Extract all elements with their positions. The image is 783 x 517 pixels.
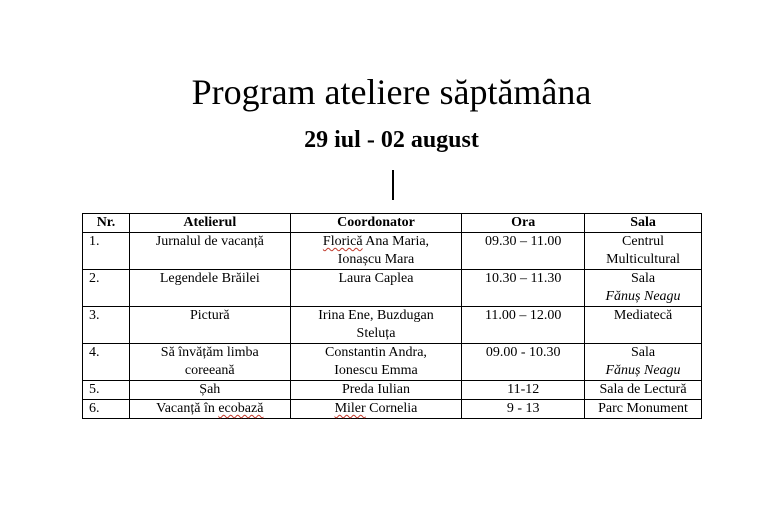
cell-nr: 2. — [83, 270, 130, 307]
table-row — [83, 400, 702, 419]
cell-time: 10.30 – 11.30 — [462, 270, 585, 307]
cell-nr: 3. — [83, 307, 130, 344]
cell-nr: 5. — [83, 381, 130, 400]
cell-time: 11-12 — [462, 381, 585, 400]
cell-workshop: Șah — [129, 381, 290, 400]
header-room: Sala — [585, 214, 702, 233]
cell-time: 9 - 13 — [462, 400, 585, 419]
coordinator-text: Steluța — [356, 326, 396, 341]
spellcheck-word: ecobază — [218, 401, 264, 416]
cell-coordinator: Laura Caplea — [290, 270, 462, 307]
workshop-text: Să învățăm limba — [160, 345, 259, 360]
table-row — [83, 344, 702, 381]
room-text: Centrul — [622, 234, 665, 249]
cell-workshop — [129, 344, 290, 381]
spellcheck-word: Florică — [322, 234, 363, 249]
table-row — [83, 270, 702, 307]
coordinator-text: Irina Ene, Buzdugan — [318, 308, 434, 323]
cell-workshop: Pictură — [129, 307, 290, 344]
cell-coordinator — [290, 307, 462, 344]
cell-workshop: Jurnalul de vacanță — [129, 233, 290, 270]
cell-room — [585, 233, 702, 270]
schedule-table — [82, 213, 702, 419]
coordinator-text: Constantin Andra, — [325, 345, 427, 360]
room-text: Multicultural — [606, 252, 680, 267]
cell-coordinator — [290, 233, 462, 270]
cell-time: 09.00 - 10.30 — [462, 344, 585, 381]
cell-time: 09.30 – 11.00 — [462, 233, 585, 270]
cell-room — [585, 270, 702, 307]
room-text: Fănuș Neagu — [605, 363, 681, 378]
cell-coordinator — [290, 344, 462, 381]
header-workshop: Atelierul — [129, 214, 290, 233]
cell-room — [585, 344, 702, 381]
coordinator-text: Ana Maria, — [362, 234, 430, 249]
room-text: Fănuș Neagu — [605, 289, 681, 304]
text-cursor — [392, 170, 394, 200]
cell-room: Parc Monument — [585, 400, 702, 419]
cell-workshop: Legendele Brăilei — [129, 270, 290, 307]
cell-coordinator: Preda Iulian — [290, 381, 462, 400]
cell-nr: 1. — [83, 233, 130, 270]
header-nr: Nr. — [83, 214, 130, 233]
room-text: Sala — [630, 345, 656, 360]
cell-time: 11.00 – 12.00 — [462, 307, 585, 344]
workshop-text: Vacanță în — [156, 401, 219, 416]
spellcheck-word: Miler — [334, 401, 366, 416]
header-coordinator: Coordonator — [290, 214, 462, 233]
coordinator-text: Ionescu Emma — [334, 363, 418, 378]
workshop-text: coreeană — [184, 363, 235, 378]
cell-room: Mediatecă — [585, 307, 702, 344]
table-row — [83, 307, 702, 344]
document-title: Program ateliere săptămâna — [191, 72, 592, 112]
cell-workshop — [129, 400, 290, 419]
room-text: Sala — [630, 271, 656, 286]
document-subtitle: 29 iul - 02 august — [304, 127, 479, 153]
header-time: Ora — [462, 214, 585, 233]
cell-nr: 4. — [83, 344, 130, 381]
table-row — [83, 381, 702, 400]
cell-coordinator — [290, 400, 462, 419]
coordinator-text: Cornelia — [365, 401, 418, 416]
table-header-row — [83, 214, 702, 233]
table-row — [83, 233, 702, 270]
coordinator-text: Ionașcu Mara — [337, 252, 415, 267]
cell-nr: 6. — [83, 400, 130, 419]
cell-room: Sala de Lectură — [585, 381, 702, 400]
